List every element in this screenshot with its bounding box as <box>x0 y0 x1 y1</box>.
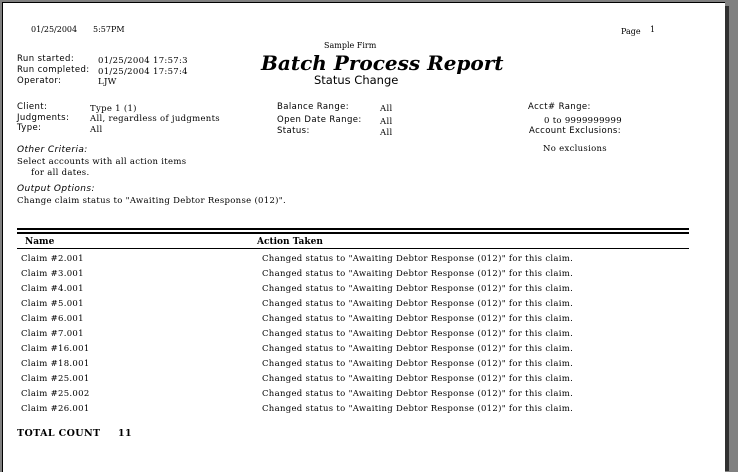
firm-name: Sample Firm <box>324 41 377 50</box>
run-started-value: 01/25/2004 17:57:3 <box>98 56 188 66</box>
acct-range-label: Acct# Range: <box>528 102 591 112</box>
report-time: 5:57PM <box>93 25 125 34</box>
row-action: Changed status to "Awaiting Debtor Response (012)" for this claim. <box>262 329 574 339</box>
judgments-label: Judgments: <box>17 113 70 123</box>
output-options-text: Change claim status to "Awaiting Debtor Response (012)". <box>17 196 287 206</box>
client-value: Type 1 (1) <box>90 104 137 114</box>
row-action: Changed status to "Awaiting Debtor Response (012)" for this claim. <box>262 374 574 384</box>
column-header-name: Name <box>25 237 55 247</box>
open-date-range-value: All <box>380 117 393 127</box>
report-subtitle: Status Change <box>314 73 399 87</box>
report-date: 01/25/2004 <box>31 25 78 34</box>
type-label: Type: <box>17 123 42 133</box>
page-number: 1 <box>650 25 656 34</box>
type-value: All <box>90 125 103 135</box>
header-rule-second <box>17 232 689 234</box>
balance-range-label: Balance Range: <box>277 102 350 112</box>
other-criteria-line1: Select accounts with all action items <box>17 157 187 167</box>
other-criteria-label: Other Criteria: <box>17 145 88 155</box>
row-action: Changed status to "Awaiting Debtor Response (012)" for this claim. <box>262 284 574 294</box>
row-name: Claim #2.001 <box>21 254 84 264</box>
report-title: Batch Process Report <box>261 51 504 75</box>
row-action: Changed status to "Awaiting Debtor Response (012)" for this claim. <box>262 359 574 369</box>
row-action: Changed status to "Awaiting Debtor Response (012)" for this claim. <box>262 389 574 399</box>
row-name: Claim #5.001 <box>21 299 84 309</box>
acct-range-value: 0 to 9999999999 <box>544 116 622 126</box>
row-action: Changed status to "Awaiting Debtor Response (012)" for this claim. <box>262 404 574 414</box>
status-value: All <box>380 128 393 138</box>
row-name: Claim #18.001 <box>21 359 90 369</box>
status-label: Status: <box>277 126 310 136</box>
row-name: Claim #6.001 <box>21 314 84 324</box>
total-count-label: TOTAL COUNT <box>17 428 101 439</box>
operator-value: LJW <box>98 77 117 87</box>
total-count-value: 11 <box>118 428 133 439</box>
row-action: Changed status to "Awaiting Debtor Response (012)" for this claim. <box>262 344 574 354</box>
output-options-label: Output Options: <box>17 184 95 194</box>
row-name: Claim #4.001 <box>21 284 84 294</box>
row-action: Changed status to "Awaiting Debtor Response (012)" for this claim. <box>262 299 574 309</box>
page-label: Page <box>621 27 641 36</box>
account-exclusions-value: No exclusions <box>543 144 607 154</box>
row-name: Claim #25.002 <box>21 389 90 399</box>
row-name: Claim #25.001 <box>21 374 90 384</box>
operator-label: Operator: <box>17 76 62 86</box>
column-header-action: Action Taken <box>257 237 323 247</box>
other-criteria-line2: for all dates. <box>31 168 90 178</box>
row-action: Changed status to "Awaiting Debtor Response (012)" for this claim. <box>262 254 574 264</box>
row-action: Changed status to "Awaiting Debtor Response (012)" for this claim. <box>262 269 574 279</box>
row-name: Claim #26.001 <box>21 404 90 414</box>
row-action: Changed status to "Awaiting Debtor Response (012)" for this claim. <box>262 314 574 324</box>
client-label: Client: <box>17 102 48 112</box>
account-exclusions-label: Account Exclusions: <box>529 126 621 136</box>
balance-range-value: All <box>380 104 393 114</box>
row-name: Claim #7.001 <box>21 329 84 339</box>
run-started-label: Run started: <box>17 54 75 64</box>
report-page <box>2 2 725 472</box>
column-header-rule <box>17 248 689 249</box>
header-rule-top <box>17 228 689 230</box>
open-date-range-label: Open Date Range: <box>277 115 362 125</box>
run-completed-label: Run completed: <box>17 65 90 75</box>
row-name: Claim #16.001 <box>21 344 90 354</box>
judgments-value: All, regardless of judgments <box>90 114 220 124</box>
row-name: Claim #3.001 <box>21 269 84 279</box>
run-completed-value: 01/25/2004 17:57:4 <box>98 67 188 77</box>
